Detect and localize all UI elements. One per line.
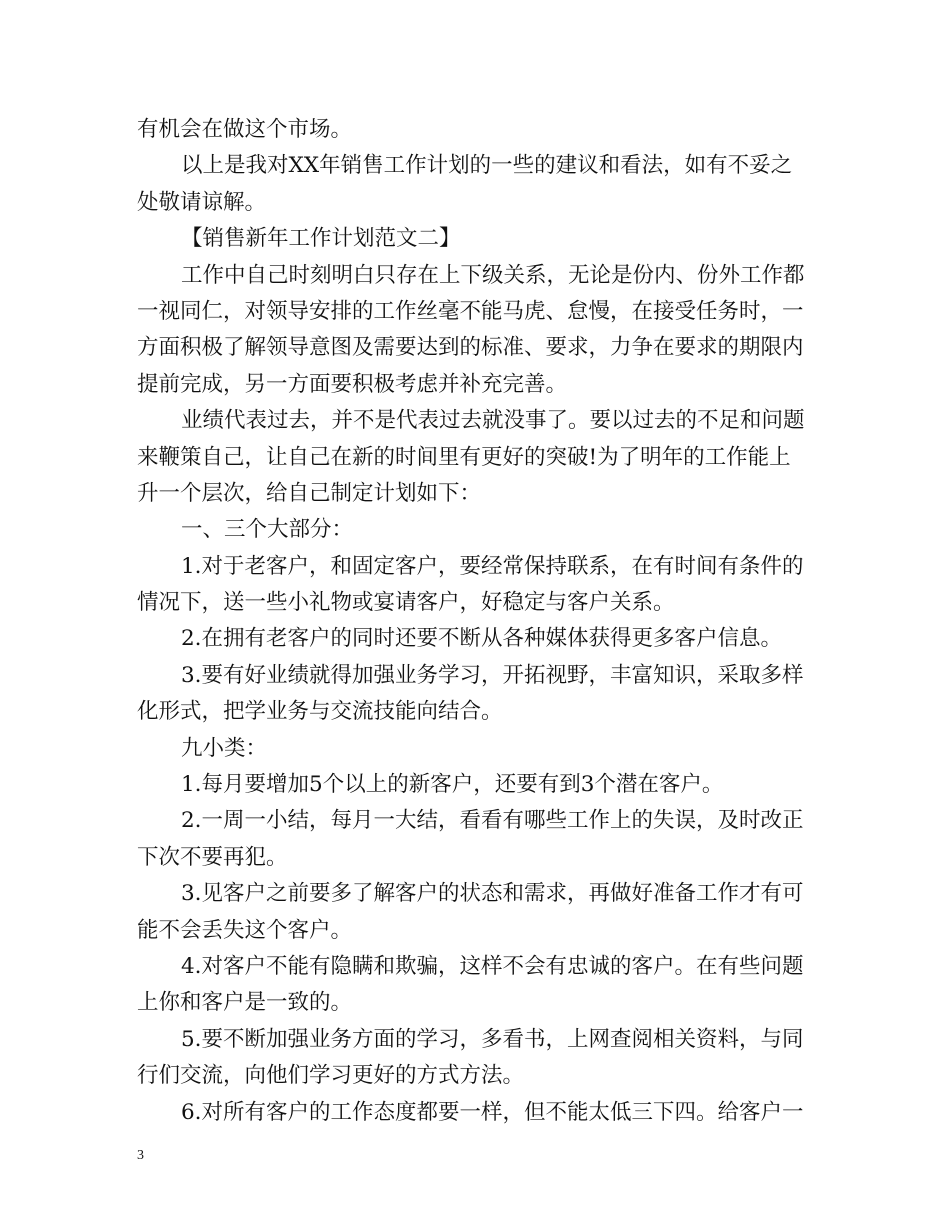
text-line: 2.一周一小结，每月一大结，看看有哪些工作上的失误，及时改正	[181, 808, 804, 834]
text-line: 1.每月要增加5个以上的新客户，还要有到3个潜在客户。	[181, 772, 724, 798]
text-line: 工作中自己时刻明白只存在上下级关系，无论是份内、份外工作都	[181, 262, 805, 288]
text-line: 九小类：	[181, 735, 268, 761]
text-line: 来鞭策自己，让自己在新的时间里有更好的突破!为了明年的工作能上	[137, 444, 791, 470]
text-line: 提前完成，另一方面要积极考虑并补充完善。	[137, 371, 568, 397]
document-body	[137, 112, 817, 1131]
text-line: 能不会丢失这个客户。	[137, 917, 353, 943]
text-line: 一视同仁，对领导安排的工作丝毫不能马虎、怠慢，在接受任务时，一	[137, 298, 804, 324]
text-line: 5.要不断加强业务方面的学习，多看书，上网查阅相关资料，与同	[181, 1026, 804, 1052]
text-line: 4.对客户不能有隐瞒和欺骗，这样不会有忠诚的客户。在有些问题	[181, 953, 804, 979]
text-line: 1.对于老客户，和固定客户，要经常保持联系，在有时间有条件的	[181, 553, 804, 579]
text-line: 下次不要再犯。	[137, 844, 288, 870]
text-line: 【销售新年工作计划范文二】	[181, 226, 461, 252]
text-line: 3.要有好业绩就得加强业务学习，开拓视野，丰富知识，采取多样	[181, 662, 804, 688]
text-line: 方面积极了解领导意图及需要达到的标准、要求，力争在要求的期限内	[137, 335, 804, 361]
text-line: 升一个层次，给自己制定计划如下：	[137, 480, 482, 506]
text-line: 一、三个大部分：	[181, 517, 354, 543]
text-line: 3.见客户之前要多了解客户的状态和需求，再做好准备工作才有可	[181, 881, 804, 907]
text-line: 处敬请谅解。	[137, 189, 267, 215]
text-line: 有机会在做这个市场。	[137, 117, 353, 142]
text-line: 行们交流，向他们学习更好的方式方法。	[137, 1063, 525, 1089]
text-line: 以上是我对XX年销售工作计划的一些的建议和看法，如有不妥之	[181, 153, 793, 179]
text-line: 6.对所有客户的工作态度都要一样，但不能太低三下四。给客户一	[181, 1099, 804, 1125]
text-line: 业绩代表过去，并不是代表过去就没事了。要以过去的不足和问题	[181, 408, 805, 434]
text-line: 2.在拥有老客户的同时还要不断从各种媒体获得更多客户信息。	[181, 626, 783, 652]
page-number: 3	[137, 1148, 144, 1163]
text-line: 上你和客户是一致的。	[137, 990, 353, 1016]
text-line: 情况下，送一些小礼物或宴请客户，好稳定与客户关系。	[137, 590, 675, 616]
text-line: 化形式，把学业务与交流技能向结合。	[137, 699, 503, 725]
